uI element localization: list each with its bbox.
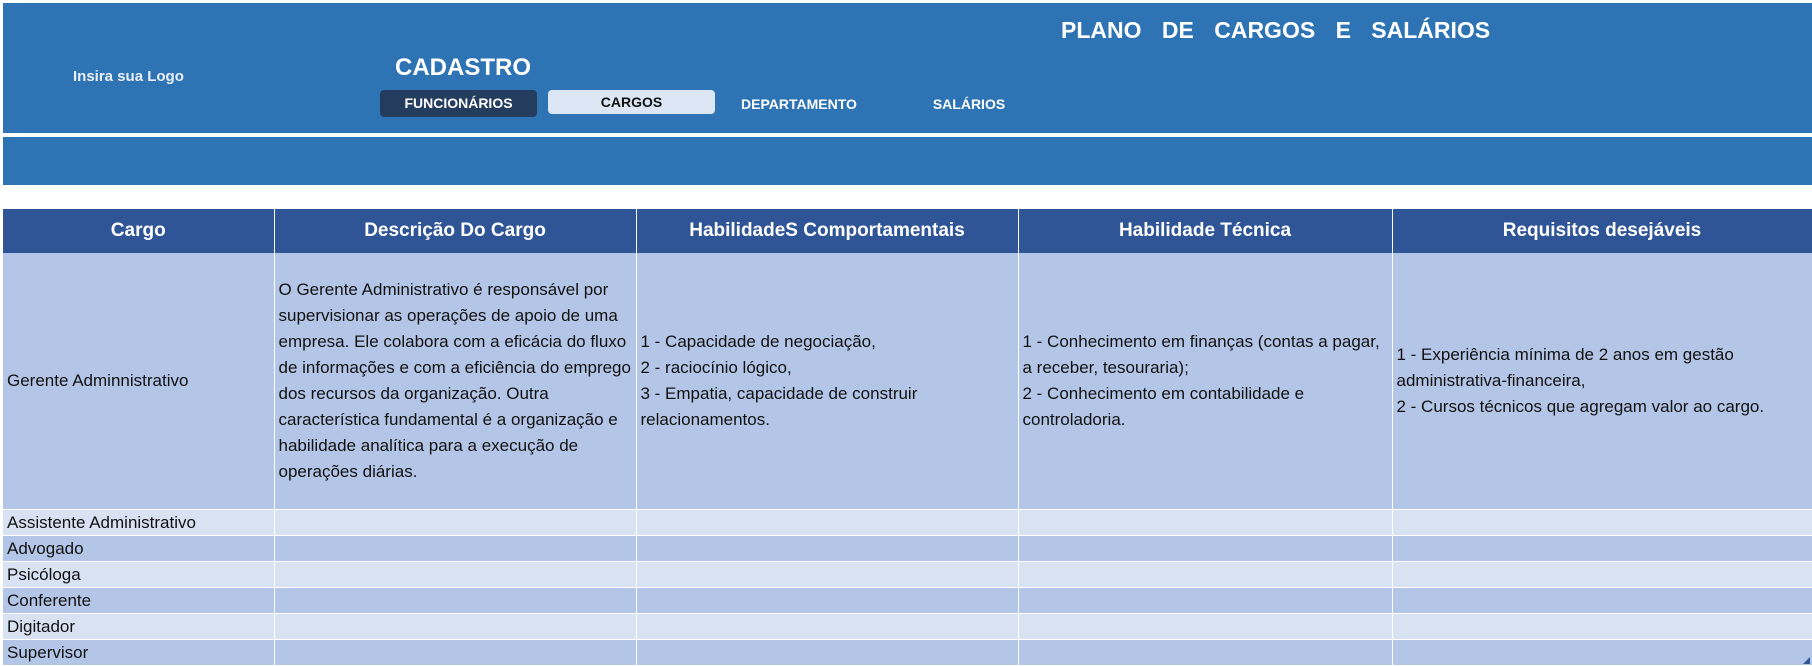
cell-cargo[interactable]: Advogado [3, 536, 274, 562]
table-header-row [3, 209, 1812, 253]
cell-requisitos[interactable] [1392, 614, 1812, 640]
cell-descricao[interactable]: O Gerente Administrativo é responsável por supervisionar as operações de apoio de uma empresa. Ele colabora com a eficácia do fluxo de informações e com a eficiência do emprego dos recursos da organização. Outra característica fundamental é a organização e habilidade analítica para a execução de operações diárias. [274, 253, 636, 510]
cell-tecnica[interactable] [1018, 562, 1392, 588]
cell-cargo[interactable]: Supervisor [3, 640, 274, 666]
cell-cargo[interactable]: Assistente Administrativo [3, 510, 274, 536]
cell-requisitos[interactable] [1392, 640, 1812, 666]
table-resize-handle[interactable] [1803, 657, 1810, 664]
cell-descricao[interactable] [274, 640, 636, 666]
section-title: CADASTRO [395, 54, 531, 81]
cell-requisitos[interactable] [1392, 536, 1812, 562]
cell-comportamentais[interactable] [636, 536, 1018, 562]
header-subband [3, 137, 1812, 185]
cargos-table [3, 209, 1812, 666]
table-row [3, 588, 1812, 614]
column-header-tecnica[interactable]: Habilidade Técnica [1018, 209, 1392, 253]
table-row [3, 536, 1812, 562]
app-title: PLANO DE CARGOS E SALÁRIOS [1061, 17, 1491, 43]
cell-tecnica[interactable] [1018, 510, 1392, 536]
cell-descricao[interactable] [274, 588, 636, 614]
cell-comportamentais[interactable] [636, 562, 1018, 588]
cell-tecnica[interactable] [1018, 536, 1392, 562]
nav-cargos-button[interactable]: CARGOS [548, 90, 715, 114]
column-header-descricao[interactable]: Descrição Do Cargo [274, 209, 636, 253]
cell-tecnica[interactable] [1018, 588, 1392, 614]
table-row [3, 640, 1812, 666]
cell-cargo[interactable]: Gerente Adminnistrativo [3, 253, 274, 510]
cell-comportamentais[interactable] [636, 640, 1018, 666]
cell-cargo[interactable]: Conferente [3, 588, 274, 614]
column-header-requisitos[interactable]: Requisitos desejáveis [1392, 209, 1812, 253]
logo-placeholder[interactable]: Insira sua Logo [73, 68, 184, 85]
cell-cargo[interactable]: Psicóloga [3, 562, 274, 588]
cell-comportamentais[interactable]: 1 - Capacidade de negociação, 2 - raciocínio lógico, 3 - Empatia, capacidade de construir relacionamentos. [636, 253, 1018, 510]
cell-descricao[interactable] [274, 562, 636, 588]
cell-tecnica[interactable]: 1 - Conhecimento em finanças (contas a pagar, a receber, tesouraria); 2 - Conhecimento em contabilidade e controladoria. [1018, 253, 1392, 510]
cell-requisitos[interactable]: 1 - Experiência mínima de 2 anos em gestão administrativa-financeira, 2 - Cursos técnicos que agregam valor ao cargo. [1392, 253, 1812, 510]
cell-descricao[interactable] [274, 510, 636, 536]
table-row [3, 562, 1812, 588]
cell-requisitos[interactable] [1392, 588, 1812, 614]
column-header-comportamentais[interactable]: HabilidadeS Comportamentais [636, 209, 1018, 253]
cell-comportamentais[interactable] [636, 510, 1018, 536]
table-row [3, 510, 1812, 536]
nav-salarios-button[interactable]: SALÁRIOS [932, 96, 1006, 112]
cell-tecnica[interactable] [1018, 614, 1392, 640]
cell-cargo[interactable]: Digitador [3, 614, 274, 640]
cell-requisitos[interactable] [1392, 562, 1812, 588]
cell-comportamentais[interactable] [636, 588, 1018, 614]
cell-tecnica[interactable] [1018, 640, 1392, 666]
cell-comportamentais[interactable] [636, 614, 1018, 640]
table-row [3, 614, 1812, 640]
column-header-cargo[interactable]: Cargo [3, 209, 274, 253]
nav-funcionarios-button[interactable]: FUNCIONÁRIOS [380, 90, 537, 117]
cell-descricao[interactable] [274, 536, 636, 562]
nav-departamento-button[interactable]: DEPARTAMENTO [741, 96, 857, 112]
table-row [3, 253, 1812, 510]
cell-requisitos[interactable] [1392, 510, 1812, 536]
cell-descricao[interactable] [274, 614, 636, 640]
